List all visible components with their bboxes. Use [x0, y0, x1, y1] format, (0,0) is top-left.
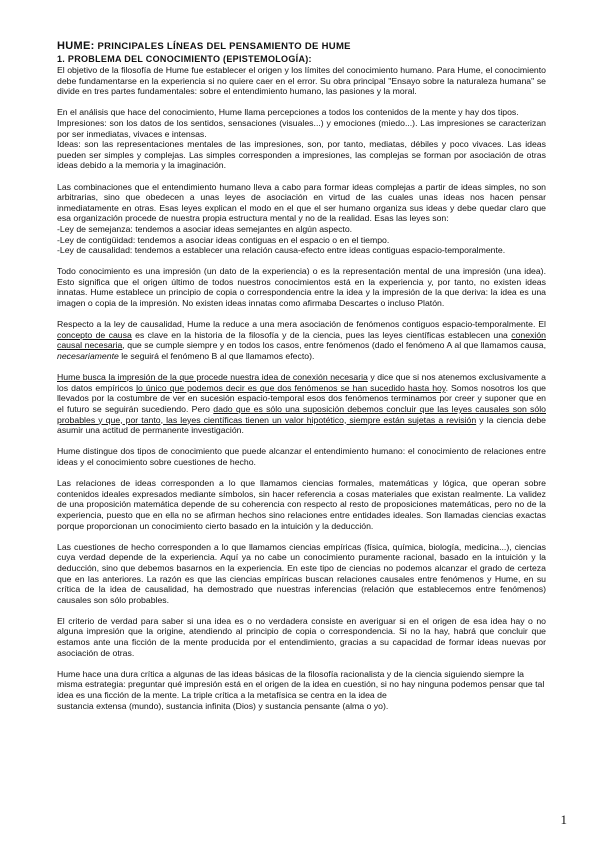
paragraph	[57, 139, 546, 171]
paragraph	[57, 372, 546, 436]
title-text: PRINCIPALES LÍNEAS DEL PENSAMIENTO DE HUME	[94, 41, 351, 52]
text-run: Las relaciones de ideas corresponden a lo que llamamos ciencias formales, matemáticas y lógica, que operan sobre contenidos ideales expresados mediante símbolos, sin hacer referencia a cosas materiales que existan realmente. La validez de una proposición matemática depende de su coherencia con respecto al resto de proposiciones matemáticas, pero no de la experiencia, puesto que en ella no se afirman hechos sino relaciones entre entidades ideales. Son llamadas ciencias exactas porque proporcionan un conocimiento cierto basado en la intuición y la deducción.	[57, 478, 546, 531]
text-run: El criterio de verdad para saber si una idea es o no verdadera consiste en averiguar si en el origen de esa idea hay o no alguna impresión que la origine, atendiendo al principio de copia o correspondencia. Si no la hay, habrá que concluir que estamos ante una ficción de la mente producida por el entendimiento, gracias a su capacidad de formar ideas nuevas por asociación de otras.	[57, 615, 546, 658]
paragraph	[57, 245, 546, 256]
section-heading: 1. PROBLEMA DEL CONOCIMIENTO (EPISTEMOLOGÍA):	[57, 54, 312, 64]
text-run: -Ley de causalidad: tendemos a establecer una relación causa-efecto entre ideas contiguas espacio-temporalmente.	[57, 245, 506, 256]
paragraph	[57, 478, 546, 531]
text-run: Las combinaciones que el entendimiento humano lleva a cabo para formar ideas complejas a partir de ideas simples, no son arbitrarias, sino que obedecen a unas leyes de asociación en virtud de las cuales unas ideas nos hacen pensar inmediatamente en otras. Esas leyes explican el modo en el que el ser humano organiza sus ideas y debe quedar claro que esa organización procede de nuestra propia estructura mental y no de la realidad. Esas las leyes son:	[57, 181, 546, 224]
paragraph	[57, 542, 546, 606]
paragraph	[57, 701, 546, 712]
text-run: sustancia extensa (mundo), sustancia infinita (Dios) y sustancia pensante (alma o yo).	[57, 700, 389, 711]
paragraph	[57, 182, 546, 224]
text-run: Respecto a la ley de causalidad, Hume la reduce a una mera asociación de fenómenos contiguos espacio-temporalmente. El	[57, 319, 546, 330]
document-body	[57, 65, 546, 711]
title-author: HUME:	[57, 40, 95, 52]
paragraph	[57, 616, 546, 658]
paragraph	[57, 224, 546, 235]
text-run: y la ciencia debe asumir una actitud de permanente investigación.	[57, 414, 546, 436]
text-run: y dice que si nos atenemos exclusivamente a los datos empíricos	[57, 372, 546, 393]
paragraph	[57, 235, 546, 246]
text-run: . Somos nosotros los que llevados por la costumbre de ver en sucesión espacio-temporal esos dos fenómenos terminamos por creer y suponer que en el futuro se seguirán sucediendo. Pero	[57, 382, 546, 414]
paragraph	[57, 107, 546, 118]
text-run: es clave en la historia de la filosofía y de la ciencia, pues las leyes científicas establecen una	[131, 329, 512, 340]
text-run: le seguirá el fenómeno B al que llamamos efecto).	[118, 351, 315, 362]
underlined-text: concepto de causa	[57, 329, 132, 340]
paragraph	[57, 118, 546, 139]
page-number: 1	[560, 812, 567, 827]
text-run: , que se cumple siempre y en todos los casos, entre fenómenos (dado el fenómeno A al que llamamos causa,	[122, 340, 546, 351]
text-run: -Ley de semejanza: tendemos a asociar ideas semejantes en algún aspecto.	[57, 223, 353, 234]
paragraph	[57, 65, 546, 97]
paragraph	[57, 319, 546, 361]
text-run: Las cuestiones de hecho corresponden a lo que llamamos ciencias empíricas (física, química, biología, medicina...), ciencias cuya verdad depende de la experiencia. Aquí ya no cabe un conocimiento puramente racional, basado en la intuición y la deducción, sino que debemos basarnos en la experiencia. En este tipo de ciencias no podemos alcanzar el grado de certeza que en las anteriores. La razón es que las ciencias empíricas buscan relaciones causales entre fenómenos y Hume, en su crítica de la idea de causalidad, ha demostrado que nuestras inferencias (relación que establecemos entre fenómenos) causales son sólo probables.	[57, 541, 546, 605]
document-page	[57, 40, 546, 711]
underlined-text: Hume busca la impresión de la que procede nuestra idea de conexión necesaria	[57, 372, 368, 383]
document-title	[57, 40, 546, 53]
text-run: Impresiones: son los datos de los sentidos, sensaciones (visuales...) y emociones (miedo...). Las impresiones se caracterizan por ser inmediatas, vivaces e intensas.	[57, 117, 546, 139]
text-run: En el análisis que hace del conocimiento, Hume llama percepciones a todos los contenidos de la mente y hay dos tipos.	[57, 107, 519, 118]
paragraph	[57, 446, 546, 467]
text-run: Ideas: son las representaciones mentales de las impresiones, son, por tanto, mediatas, débiles y poco vivaces. Las ideas pueden ser simples y complejas. Las simples corresponden a impresiones, las complejas se forman por asociación de otras ideas debido a la memoria y la imaginación.	[57, 139, 546, 171]
underlined-text: dado que es sólo una suposición debemos concluir que las leyes causales son sólo probables y que, por tanto, las leyes científicas tienen un valor hipotético, siempre están sujetas a revisión	[57, 404, 546, 425]
paragraph	[57, 266, 546, 308]
text-run: Hume hace una dura crítica a algunas de las ideas básicas de la filosofía racionalista y de la ciencia siguiendo siempre la misma estrategia: preguntar qué impresión está en el origen de la idea en cuestión, si no hay ninguna podemos pensar que tal idea es una ficción de la mente. La triple crítica a la metafísica se centra en la idea de	[57, 668, 545, 701]
paragraph	[57, 669, 546, 701]
underlined-text: lo único que podemos decir es que dos fenómenos se han sucedido hasta hoy	[136, 382, 446, 393]
text-run: -Ley de contigüidad: tendemos a asociar ideas contiguas en el espacio o en el tiempo.	[57, 234, 390, 245]
text-run: El objetivo de la filosofía de Hume fue establecer el origen y los límites del conocimiento humano. Para Hume, el conocimiento debe fundamentarse en la experiencia si no quiere caer en el error. Su obra principal "Ensayo sobre la naturaleza humana" se divide en tres partes fundamentales: sobre el entendimiento humano, las pasiones y la moral.	[57, 65, 546, 97]
text-run: Hume distingue dos tipos de conocimiento que puede alcanzar el entendimiento humano: el conocimiento de relaciones entre ideas y el conocimiento sobre cuestiones de hecho.	[57, 446, 546, 467]
underlined-text: conexión causal necesaria	[57, 329, 546, 351]
text-run: Todo conocimiento es una impresión (un dato de la experiencia) o es la representación mental de una impresión (una idea). Esto significa que el origen último de todos nuestros conocimientos está en la experiencia y, por tanto, no existen ideas innatas. Hume establece un principio de copia o correspondencia entre la idea y la impresión de la que deriva: la idea es una imagen o copia de la impresión. No existen ideas innatas como afirmaba Descartes o incluso Platón.	[57, 266, 546, 309]
italic-text: necesariamente	[57, 351, 119, 362]
